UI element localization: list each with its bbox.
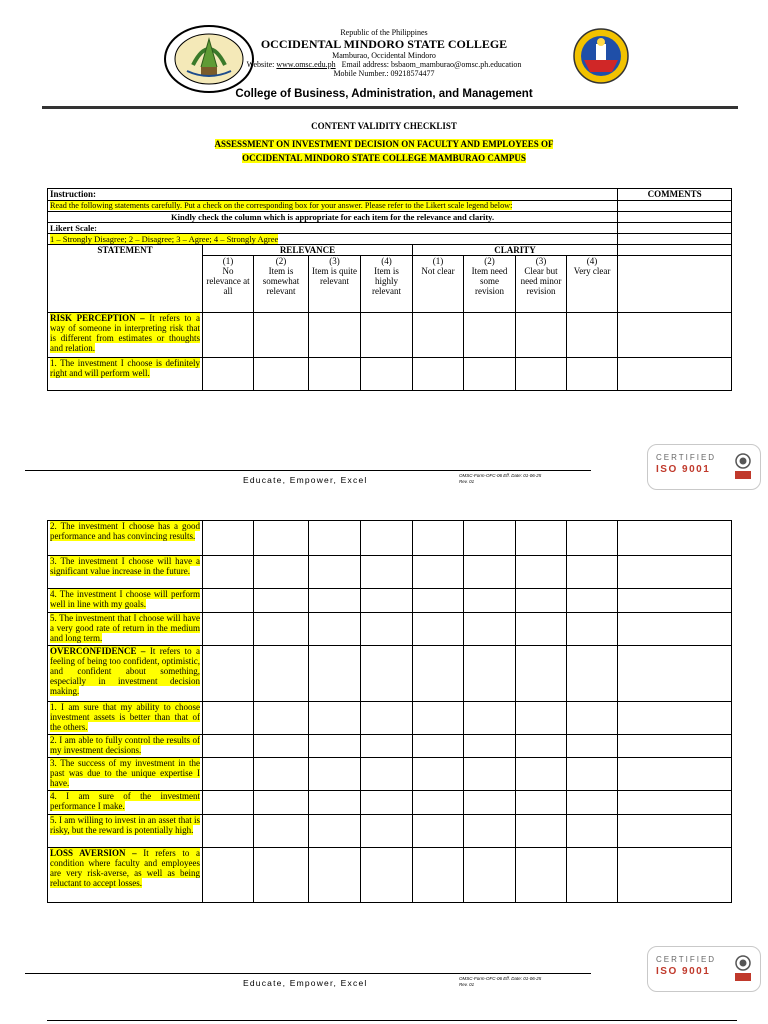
comments-cell[interactable] [618, 234, 732, 245]
statement-cell [48, 521, 203, 556]
clarity-2-check-cell[interactable] [464, 613, 516, 646]
relevance-1-check-cell[interactable] [203, 848, 254, 903]
clarity-4-check-cell[interactable] [567, 758, 618, 791]
statement-cell [48, 313, 203, 358]
bureau-veritas-logo [734, 953, 752, 983]
email-address: bsbaom_mamburao@omsc.ph.education [390, 60, 522, 69]
comments-cell[interactable] [618, 212, 732, 223]
clarity-1-check-cell[interactable] [413, 815, 464, 848]
comments-cell[interactable] [618, 556, 732, 589]
relevance-1-check-cell[interactable] [203, 358, 254, 391]
relevance-1-check-cell[interactable] [203, 521, 254, 556]
iso-badge [647, 946, 761, 992]
statement-cell [48, 646, 203, 702]
relevance-1-check-cell[interactable] [203, 589, 254, 613]
comments-cell[interactable] [618, 201, 732, 212]
clarity-4-check-cell[interactable] [567, 313, 618, 358]
statement-row [48, 758, 732, 791]
email-label: Email address: [341, 60, 389, 69]
section-heading: RISK PERCEPTION – [50, 313, 145, 323]
statement-row [48, 521, 732, 556]
likert-text-cell [48, 234, 618, 245]
clarity-1-check-cell[interactable] [413, 646, 464, 702]
clarity-3-check-cell[interactable] [516, 589, 567, 613]
clarity-2-check-cell[interactable] [464, 848, 516, 903]
clarity-4-check-cell[interactable] [567, 815, 618, 848]
clarity-2-check-cell[interactable] [464, 815, 516, 848]
statement-text: 3. The investment I choose will have a significant value increase in the future. [50, 556, 200, 576]
clarity-3-check-cell[interactable] [516, 556, 567, 589]
clarity-col-1: (1) Not clear [413, 256, 464, 313]
clarity-4-check-cell[interactable] [567, 589, 618, 613]
iso-9001: ISO 9001 [656, 966, 711, 977]
statement-row [48, 646, 732, 702]
document-title: CONTENT VALIDITY CHECKLIST [311, 121, 457, 131]
footer-divider [25, 973, 591, 974]
relevance-3-check-cell[interactable] [309, 848, 361, 903]
relevance-3-check-cell[interactable] [309, 358, 361, 391]
clarity-3-check-cell[interactable] [516, 791, 567, 815]
website-link[interactable]: www.omsc.edu.ph [276, 60, 336, 69]
clarity-2-check-cell[interactable] [464, 521, 516, 556]
statement-cell [48, 556, 203, 589]
relevance-4-check-cell[interactable] [361, 358, 413, 391]
college-name: OCCIDENTAL MINDORO STATE COLLEGE [260, 37, 508, 51]
clarity-2-check-cell[interactable] [464, 791, 516, 815]
next-page-divider [47, 1020, 737, 1021]
statement-row [48, 735, 732, 758]
clarity-4-check-cell[interactable] [567, 646, 618, 702]
relevance-3-check-cell[interactable] [309, 735, 361, 758]
clarity-3-check-cell[interactable] [516, 758, 567, 791]
statement-text: 2. The investment I choose has a good performance and has convincing results. [50, 521, 200, 541]
statement-cell [48, 848, 203, 903]
likert-text: 1 – Strongly Disagree; 2 – Disagree; 3 – Agree; 4 – Strongly Agree [50, 234, 279, 244]
comments-cell[interactable] [618, 791, 732, 815]
clarity-3-check-cell[interactable] [516, 646, 567, 702]
clarity-4-check-cell[interactable] [567, 521, 618, 556]
relevance-3-check-cell[interactable] [309, 556, 361, 589]
clarity-4-check-cell[interactable] [567, 848, 618, 903]
relevance-4-check-cell[interactable] [361, 702, 413, 735]
relevance-3-check-cell[interactable] [309, 521, 361, 556]
clarity-2-check-cell[interactable] [464, 556, 516, 589]
statement-text: 1. The investment I choose is definitely right and will perform well. [50, 358, 200, 378]
statement-cell [48, 735, 203, 758]
clarity-1-check-cell[interactable] [413, 791, 464, 815]
relevance-col-2: (2) Item is somewhat relevant [254, 256, 309, 313]
comments-cell[interactable] [618, 758, 732, 791]
relevance-2-check-cell[interactable] [254, 589, 309, 613]
iso-certified: CERTIFIED [656, 453, 717, 462]
relevance-2-check-cell[interactable] [254, 735, 309, 758]
comments-cell[interactable] [618, 245, 732, 256]
relevance-4-check-cell[interactable] [361, 791, 413, 815]
statement-row [48, 556, 732, 589]
instruction-text-cell [48, 201, 618, 212]
relevance-col-3: (3) Item is quite relevant [309, 256, 361, 313]
clarity-3-check-cell[interactable] [516, 735, 567, 758]
clarity-1-check-cell[interactable] [413, 521, 464, 556]
statement-cell [48, 613, 203, 646]
clarity-1-check-cell[interactable] [413, 589, 464, 613]
statement-text: 3. The success of my investment in the past was due to the unique expertise I have. [50, 758, 200, 788]
clarity-4-check-cell[interactable] [567, 702, 618, 735]
relevance-2-check-cell[interactable] [254, 358, 309, 391]
statement-cell [48, 358, 203, 391]
relevance-1-check-cell[interactable] [203, 758, 254, 791]
statement-text: It refers to a way of someone in interpreting risk that is different from estimates or thoughts and relation. [50, 313, 200, 353]
clarity-1-check-cell[interactable] [413, 556, 464, 589]
iso-9001: ISO 9001 [656, 464, 711, 475]
footer-form-code: OMSC-Form-OFC-06 Eff. Date: 01-06-25 Rev. 01 [459, 976, 542, 987]
mobile-number: Mobile Number.: 09218574477 [333, 69, 435, 78]
comments-header: COMMENTS [618, 189, 732, 201]
section-heading: LOSS AVERSION – [50, 848, 137, 858]
relevance-4-check-cell[interactable] [361, 521, 413, 556]
relevance-3-check-cell[interactable] [309, 646, 361, 702]
clarity-2-check-cell[interactable] [464, 646, 516, 702]
relevance-4-check-cell[interactable] [361, 815, 413, 848]
comments-cell[interactable] [618, 815, 732, 848]
comments-cell[interactable] [618, 256, 732, 313]
comments-cell[interactable] [618, 646, 732, 702]
footer-motto: Educate, Empower, Excel [243, 475, 368, 485]
relevance-4-check-cell[interactable] [361, 646, 413, 702]
clarity-4-check-cell[interactable] [567, 613, 618, 646]
statement-text: 4. The investment I choose will perform well in line with my goals. [50, 589, 200, 609]
relevance-1-check-cell[interactable] [203, 815, 254, 848]
relevance-2-check-cell[interactable] [254, 521, 309, 556]
statement-text: It refers to a condition where faculty and employees are very risk-averse, as well as being reluctant to accept losses. [50, 848, 200, 888]
relevance-3-check-cell[interactable] [309, 313, 361, 358]
relevance-2-check-cell[interactable] [254, 556, 309, 589]
document-subtitle-2: OCCIDENTAL MINDORO STATE COLLEGE MAMBURAO CAMPUS [242, 153, 526, 163]
kindly-check-text: Kindly check the column which is appropriate for each item for the relevance and clarity. [48, 212, 618, 223]
relevance-4-check-cell[interactable] [361, 589, 413, 613]
statement-row [48, 589, 732, 613]
relevance-4-check-cell[interactable] [361, 613, 413, 646]
statement-text: 1. I am sure that my ability to choose investment assets is better than that of the others. [50, 702, 200, 732]
checklist-table-page-1 [47, 188, 732, 391]
clarity-3-check-cell[interactable] [516, 848, 567, 903]
statement-cell [48, 589, 203, 613]
statement-text: 5. The investment that I choose will have a very good rate of return in the medium and long term. [50, 613, 200, 643]
iso-certified: CERTIFIED [656, 955, 717, 964]
relevance-1-check-cell[interactable] [203, 702, 254, 735]
instruction-text: Read the following statements carefully. Put a check on the corresponding box for your answer. Please refer to the Likert scale legend below: [50, 201, 513, 210]
relevance-1-check-cell[interactable] [203, 791, 254, 815]
website-label: Website: [246, 60, 275, 69]
statement-cell [48, 815, 203, 848]
department-name: College of Business, Administration, and Management [235, 88, 533, 100]
clarity-col-2: (2) Item need some revision [464, 256, 516, 313]
statement-text: It refers to a feeling of being too confident, optimistic, and confident about something, especially in investment decision making. [50, 646, 200, 696]
comments-cell[interactable] [618, 848, 732, 903]
clarity-2-check-cell[interactable] [464, 735, 516, 758]
relevance-4-check-cell[interactable] [361, 556, 413, 589]
relevance-1-check-cell[interactable] [203, 735, 254, 758]
comments-cell[interactable] [618, 313, 732, 358]
clarity-col-3: (3) Clear but need minor revision [516, 256, 567, 313]
footer-divider [25, 470, 591, 471]
relevance-3-check-cell[interactable] [309, 589, 361, 613]
statement-text: 4. I am sure of the investment performance I make. [50, 791, 200, 811]
clarity-3-check-cell[interactable] [516, 613, 567, 646]
clarity-1-check-cell[interactable] [413, 613, 464, 646]
statement-row [48, 613, 732, 646]
clarity-2-check-cell[interactable] [464, 589, 516, 613]
bureau-veritas-logo [734, 451, 752, 481]
clarity-1-check-cell[interactable] [413, 735, 464, 758]
relevance-1-check-cell[interactable] [203, 613, 254, 646]
statement-row [48, 358, 732, 391]
footer-motto: Educate, Empower, Excel [243, 978, 368, 988]
likert-label: Likert Scale: [48, 223, 618, 234]
clarity-3-check-cell[interactable] [516, 358, 567, 391]
clarity-header: CLARITY [413, 245, 618, 256]
iso-badge [647, 444, 761, 490]
clarity-4-check-cell[interactable] [567, 791, 618, 815]
clarity-3-check-cell[interactable] [516, 521, 567, 556]
relevance-3-check-cell[interactable] [309, 613, 361, 646]
statement-cell [48, 702, 203, 735]
clarity-2-check-cell[interactable] [464, 358, 516, 391]
clarity-1-check-cell[interactable] [413, 758, 464, 791]
clarity-2-check-cell[interactable] [464, 702, 516, 735]
relevance-4-check-cell[interactable] [361, 848, 413, 903]
checklist-table-page-2 [47, 520, 732, 903]
relevance-4-check-cell[interactable] [361, 758, 413, 791]
relevance-4-check-cell[interactable] [361, 735, 413, 758]
relevance-2-check-cell[interactable] [254, 646, 309, 702]
document-subtitle-1: ASSESSMENT ON INVESTMENT DECISION ON FACULTY AND EMPLOYEES OF [214, 139, 554, 149]
republic-line: Republic of the Philippines [340, 28, 428, 37]
relevance-2-check-cell[interactable] [254, 848, 309, 903]
statement-row [48, 702, 732, 735]
clarity-2-check-cell[interactable] [464, 758, 516, 791]
relevance-1-check-cell[interactable] [203, 646, 254, 702]
college-location: Mamburao, Occidental Mindoro [332, 51, 436, 60]
comments-cell[interactable] [618, 735, 732, 758]
relevance-4-check-cell[interactable] [361, 313, 413, 358]
contact-line [0, 60, 768, 69]
comments-cell[interactable] [618, 358, 732, 391]
comments-cell[interactable] [618, 223, 732, 234]
clarity-4-check-cell[interactable] [567, 358, 618, 391]
comments-cell[interactable] [618, 521, 732, 556]
footer-form-code: OMSC-Form-OFC-06 Eff. Date: 01-06-25 Rev. 01 [459, 473, 542, 484]
statement-row [48, 791, 732, 815]
comments-cell[interactable] [618, 613, 732, 646]
statement-header: STATEMENT [48, 245, 203, 313]
clarity-1-check-cell[interactable] [413, 702, 464, 735]
statement-row [48, 815, 732, 848]
relevance-2-check-cell[interactable] [254, 791, 309, 815]
relevance-col-4: (4) Item is highly relevant [361, 256, 413, 313]
relevance-2-check-cell[interactable] [254, 313, 309, 358]
relevance-header: RELEVANCE [203, 245, 413, 256]
clarity-3-check-cell[interactable] [516, 815, 567, 848]
statement-cell [48, 758, 203, 791]
statement-text: 2. I am able to fully control the results of my investment decisions. [50, 735, 200, 755]
clarity-3-check-cell[interactable] [516, 313, 567, 358]
relevance-2-check-cell[interactable] [254, 613, 309, 646]
relevance-3-check-cell[interactable] [309, 702, 361, 735]
relevance-3-check-cell[interactable] [309, 791, 361, 815]
header-divider [42, 106, 738, 109]
clarity-1-check-cell[interactable] [413, 358, 464, 391]
clarity-2-check-cell[interactable] [464, 313, 516, 358]
statement-text: 5. I am willing to invest in an asset that is risky, but the reward is potentially high. [50, 815, 200, 835]
clarity-1-check-cell[interactable] [413, 848, 464, 903]
statement-row [48, 313, 732, 358]
relevance-2-check-cell[interactable] [254, 815, 309, 848]
relevance-2-check-cell[interactable] [254, 758, 309, 791]
clarity-1-check-cell[interactable] [413, 313, 464, 358]
relevance-col-1: (1) No relevance at all [203, 256, 254, 313]
clarity-3-check-cell[interactable] [516, 702, 567, 735]
clarity-4-check-cell[interactable] [567, 556, 618, 589]
relevance-2-check-cell[interactable] [254, 702, 309, 735]
relevance-3-check-cell[interactable] [309, 758, 361, 791]
clarity-col-4: (4) Very clear [567, 256, 618, 313]
comments-cell[interactable] [618, 589, 732, 613]
statement-row [48, 848, 732, 903]
relevance-1-check-cell[interactable] [203, 313, 254, 358]
clarity-4-check-cell[interactable] [567, 735, 618, 758]
instruction-label: Instruction: [48, 189, 618, 201]
relevance-1-check-cell[interactable] [203, 556, 254, 589]
statement-cell [48, 791, 203, 815]
comments-cell[interactable] [618, 702, 732, 735]
relevance-3-check-cell[interactable] [309, 815, 361, 848]
section-heading: OVERCONFIDENCE – [50, 646, 146, 656]
